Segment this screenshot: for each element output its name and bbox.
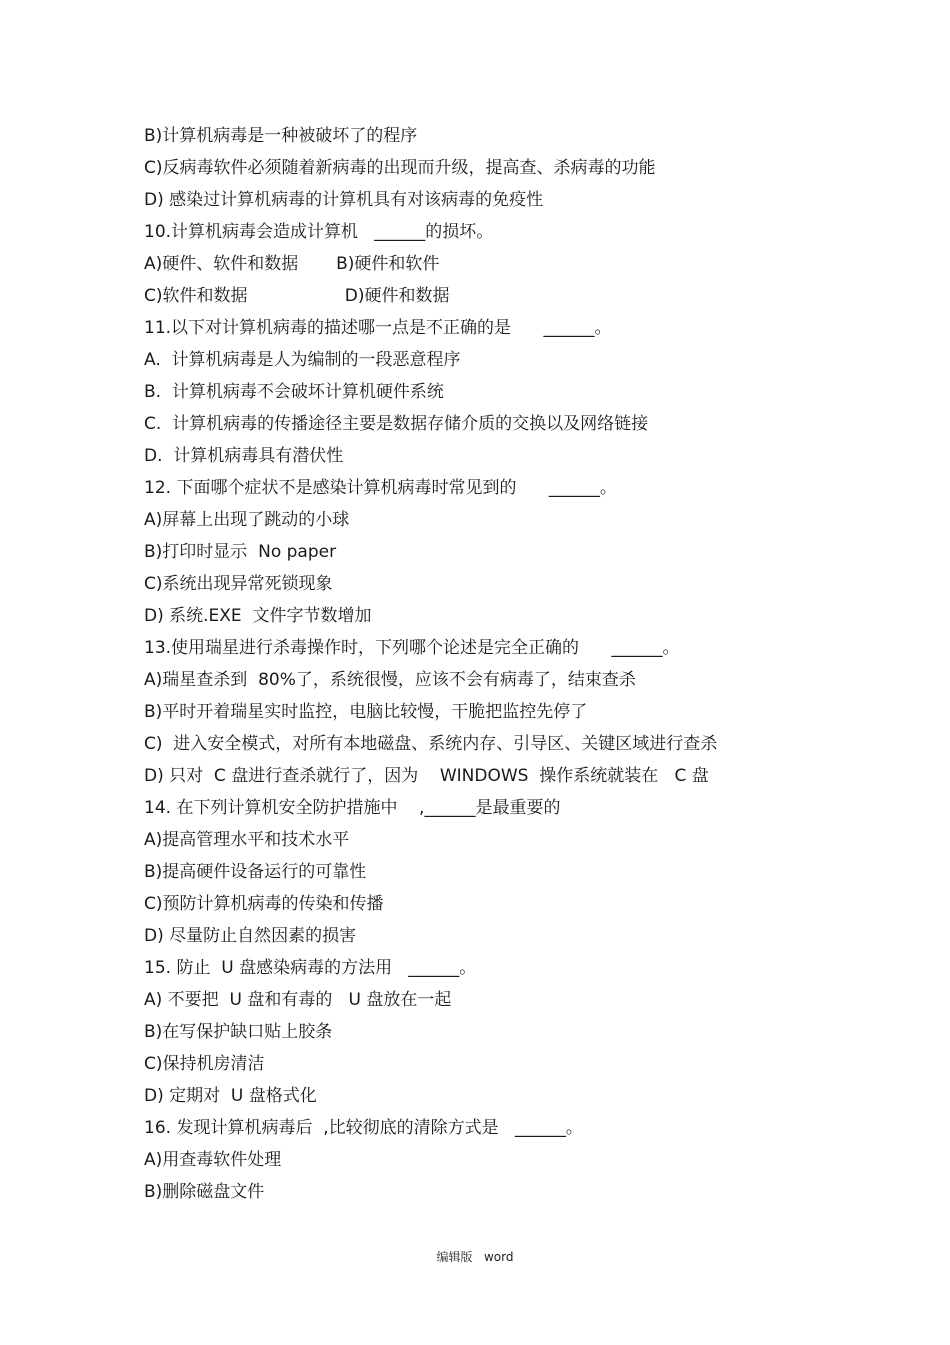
text-line: A)硬件、软件和数据 B)硬件和软件 (144, 254, 440, 274)
text-line: B)计算机病毒是一种被破坏了的程序 (144, 126, 418, 146)
text-line: 12. 下面哪个症状不是感染计算机病毒时常见到的 ______。 (144, 478, 617, 498)
text-line: A) 不要把 U 盘和有毒的 U 盘放在一起 (144, 990, 452, 1010)
text-line: B)删除磁盘文件 (144, 1182, 265, 1202)
text-line: A)瑞星查杀到 80%了，系统很慢，应该不会有病毒了，结束查杀 (144, 670, 636, 690)
text-line: C)软件和数据 D)硬件和数据 (144, 286, 450, 306)
text-line: A)用查毒软件处理 (144, 1150, 282, 1170)
text-line: D) 感染过计算机病毒的计算机具有对该病毒的免疫性 (144, 190, 544, 210)
text-line: A. 计算机病毒是人为编制的一段恶意程序 (144, 350, 461, 370)
text-line: 16. 发现计算机病毒后 ,比较彻底的清除方式是 ______。 (144, 1118, 583, 1138)
text-line: B)打印时显示 No paper (144, 542, 337, 562)
text-line: 14. 在下列计算机安全防护措施中 ,______是最重要的 (144, 798, 561, 818)
text-line: C)保持机房清洁 (144, 1054, 265, 1074)
text-line: C. 计算机病毒的传播途径主要是数据存储介质的交换以及网络链接 (144, 414, 649, 434)
text-line: B. 计算机病毒不会破坏计算机硬件系统 (144, 382, 444, 402)
text-line: D) 尽量防止自然因素的损害 (144, 926, 357, 946)
page-footer: 编辑版 word (436, 1250, 514, 1264)
text-line: C) 进入安全模式，对所有本地磁盘、系统内存、引导区、关键区域进行查杀 (144, 734, 718, 754)
text-line: 10.计算机病毒会造成计算机 ______的损坏。 (144, 222, 494, 242)
document-body (144, 123, 884, 1211)
text-line: D) 系统.EXE 文件字节数增加 (144, 606, 372, 626)
text-line: B)平时开着瑞星实时监控，电脑比较慢，干脆把监控先停了 (144, 702, 588, 722)
text-line: C)系统出现异常死锁现象 (144, 574, 333, 594)
text-line: 13.使用瑞星进行杀毒操作时，下列哪个论述是完全正确的 ______。 (144, 638, 680, 658)
text-line: 11.以下对计算机病毒的描述哪一点是不正确的是 ______。 (144, 318, 612, 338)
text-line: A)屏幕上出现了跳动的小球 (144, 510, 350, 530)
text-line: D) 定期对 U 盘格式化 (144, 1086, 317, 1106)
text-line: D) 只对 C 盘进行查杀就行了，因为 WINDOWS 操作系统就装在 C 盘 (144, 766, 709, 786)
text-line: C)反病毒软件必须随着新病毒的出现而升级，提高查、杀病毒的功能 (144, 158, 656, 178)
text-line: 15. 防止 U 盘感染病毒的方法用 ______。 (144, 958, 477, 978)
text-line: B)在写保护缺口贴上胶条 (144, 1022, 333, 1042)
text-line: D. 计算机病毒具有潜伏性 (144, 446, 344, 466)
text-line: B)提高硬件设备运行的可靠性 (144, 862, 367, 882)
text-line: A)提高管理水平和技术水平 (144, 830, 350, 850)
text-line: C)预防计算机病毒的传染和传播 (144, 894, 384, 914)
